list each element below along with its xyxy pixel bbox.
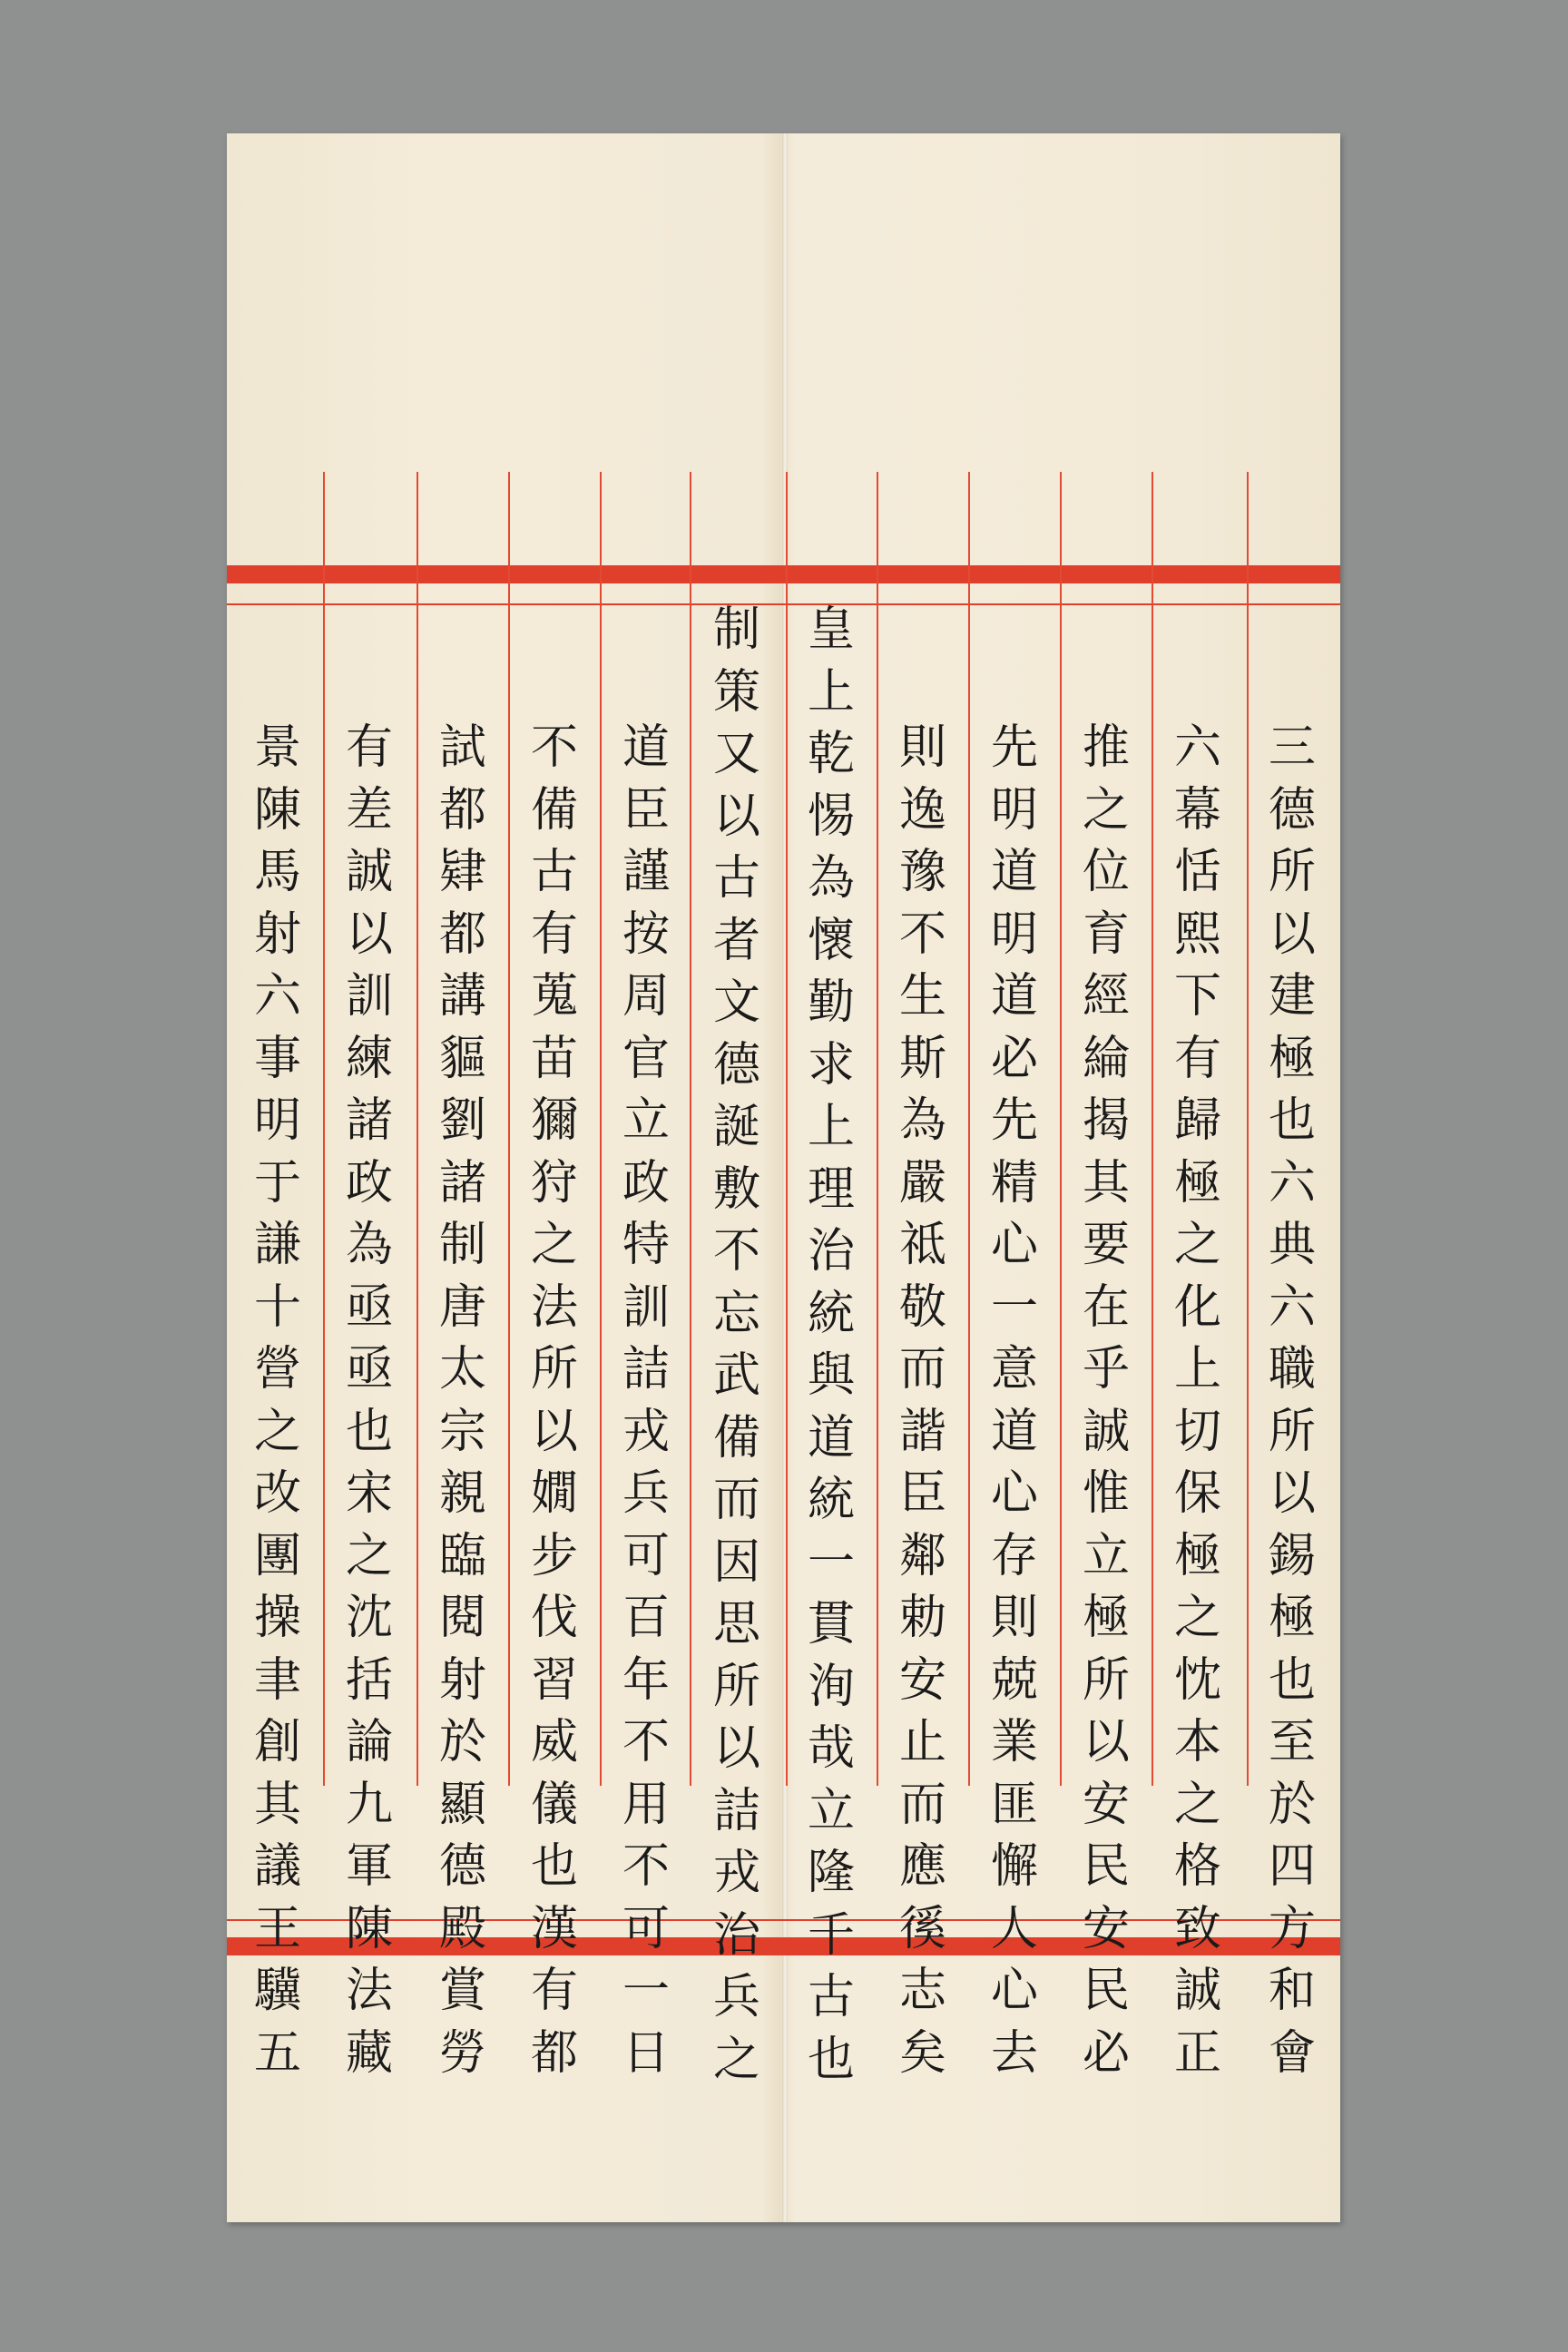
character-glyph: 止 [898,1715,946,1769]
character-glyph: 之 [712,2032,760,2087]
character-glyph: 備 [530,782,578,838]
character-glyph: 兵 [622,1466,670,1521]
character-glyph: 詰 [622,1342,670,1396]
character-glyph: 不 [530,720,578,775]
character-glyph: 又 [712,727,760,781]
character-glyph: 忱 [1173,1652,1221,1708]
character-glyph: 德 [1268,782,1316,838]
character-glyph: 而 [898,1342,946,1396]
character-glyph: 之 [1173,1777,1221,1832]
character-glyph: 十 [253,1279,301,1335]
column-text [691,599,782,2091]
character-glyph: 以 [1082,1715,1130,1769]
character-glyph: 也 [530,1839,578,1894]
character-glyph: 千 [807,1907,855,1963]
character-glyph: 議 [253,1839,301,1894]
character-glyph: 以 [1268,1466,1316,1521]
character-glyph: 戎 [622,1404,670,1459]
character-glyph: 位 [1082,845,1130,899]
text-column-8 [601,717,691,2084]
character-glyph: 六 [1268,1279,1316,1335]
character-glyph: 則 [990,1591,1038,1645]
character-glyph: 格 [1173,1839,1221,1894]
character-glyph: 上 [807,664,855,720]
character-glyph: 德 [438,1839,486,1894]
character-glyph: 極 [1268,1031,1316,1086]
character-glyph: 於 [438,1715,486,1769]
character-glyph: 人 [990,1901,1038,1956]
character-glyph: 與 [807,1348,855,1403]
character-glyph: 以 [530,1404,578,1459]
character-glyph: 安 [1082,1901,1130,1956]
character-glyph: 藏 [345,2025,393,2081]
character-glyph: 存 [990,1528,1038,1583]
character-glyph: 心 [990,1218,1038,1272]
character-glyph: 親 [438,1466,486,1521]
text-column-3 [1061,717,1152,2084]
character-glyph: 法 [530,1279,578,1335]
character-glyph: 隆 [807,1846,855,1900]
text-column-2 [1152,717,1243,2084]
character-glyph: 道 [622,720,670,775]
character-glyph: 詰 [712,1783,760,1838]
character-glyph: 立 [622,1093,670,1148]
character-glyph: 創 [253,1715,301,1769]
character-glyph: 都 [438,906,486,962]
character-glyph: 心 [990,1466,1038,1521]
text-column-4 [969,717,1060,2084]
character-glyph: 年 [622,1652,670,1708]
character-glyph: 王 [253,1901,301,1956]
character-glyph: 以 [345,906,393,962]
character-glyph: 營 [253,1342,301,1396]
character-glyph: 兵 [712,1970,760,2024]
character-glyph: 誠 [345,845,393,899]
character-glyph: 景 [253,720,301,775]
column-text [232,717,323,2084]
character-glyph: 講 [438,969,486,1024]
character-glyph: 思 [712,1597,760,1651]
character-glyph: 極 [1173,1528,1221,1583]
character-glyph: 威 [530,1715,578,1769]
character-glyph: 懷 [807,913,855,968]
character-glyph: 者 [712,913,760,968]
character-glyph: 周 [622,969,670,1024]
character-glyph: 業 [990,1715,1038,1769]
character-glyph: 驥 [253,1964,301,2018]
column-text [601,717,691,2084]
column-text [1152,717,1243,2084]
character-glyph: 明 [253,1093,301,1148]
character-glyph: 軍 [345,1839,393,1894]
character-glyph: 所 [712,1659,760,1714]
character-glyph: 太 [438,1342,486,1396]
character-glyph: 有 [1173,1031,1221,1086]
text-column-5 [877,717,968,2084]
character-glyph: 也 [345,1404,393,1459]
character-glyph: 伐 [530,1591,578,1645]
character-glyph: 所 [1268,845,1316,899]
character-glyph: 射 [253,906,301,962]
character-glyph: 閱 [438,1591,486,1645]
character-glyph: 以 [1268,906,1316,962]
character-glyph: 要 [1082,1218,1130,1272]
character-glyph: 明 [990,906,1038,962]
character-glyph: 本 [1173,1715,1221,1769]
character-glyph: 聿 [253,1652,301,1708]
character-glyph: 之 [1173,1591,1221,1645]
character-glyph: 操 [253,1591,301,1645]
top-red-band [227,565,1340,583]
text-column-10 [417,717,508,2084]
character-glyph: 統 [807,1286,855,1341]
character-glyph: 都 [530,2025,578,2081]
character-glyph: 用 [622,1777,670,1832]
character-glyph: 逸 [898,782,946,838]
character-glyph: 不 [622,1839,670,1894]
character-glyph: 勞 [438,2025,486,2081]
character-glyph: 懈 [990,1839,1038,1894]
character-glyph: 極 [1268,1591,1316,1645]
character-glyph: 應 [898,1839,946,1894]
character-glyph: 也 [807,2032,855,2087]
character-glyph: 按 [622,906,670,962]
character-glyph: 臣 [898,1466,946,1521]
character-glyph: 心 [990,1964,1038,2018]
character-glyph: 求 [807,1037,855,1093]
character-glyph: 練 [345,1031,393,1086]
character-glyph: 法 [345,1964,393,2018]
character-glyph: 在 [1082,1279,1130,1335]
character-glyph: 日 [622,2025,670,2081]
character-glyph: 化 [1173,1279,1221,1335]
character-glyph: 殿 [438,1901,486,1956]
character-glyph: 馬 [253,845,301,899]
character-glyph: 上 [807,1100,855,1154]
character-glyph: 經 [1082,969,1130,1024]
column-text [1247,717,1338,2084]
character-glyph: 文 [712,975,760,1030]
character-glyph: 貙 [438,1031,486,1086]
character-glyph: 亟 [345,1342,393,1396]
character-glyph: 精 [990,1155,1038,1210]
character-glyph: 陳 [253,782,301,838]
character-glyph: 也 [1268,1093,1316,1148]
character-glyph: 團 [253,1528,301,1583]
character-glyph: 方 [1268,1901,1316,1956]
character-glyph: 諸 [438,1155,486,1210]
character-glyph: 古 [807,1970,855,2024]
character-glyph: 宗 [438,1404,486,1459]
character-glyph: 也 [1268,1652,1316,1708]
character-glyph: 宋 [345,1466,393,1521]
text-column-9 [509,717,600,2084]
character-glyph: 四 [1268,1839,1316,1894]
character-glyph: 恬 [1173,845,1221,899]
character-glyph: 戎 [712,1846,760,1900]
character-glyph: 五 [253,2025,301,2081]
character-glyph: 綸 [1082,1031,1130,1086]
character-glyph: 洵 [807,1659,855,1714]
character-glyph: 立 [1082,1528,1130,1583]
character-glyph: 策 [712,664,760,720]
character-glyph: 惕 [807,789,855,844]
character-glyph: 一 [990,1279,1038,1335]
character-glyph: 誠 [1173,1964,1221,2018]
character-glyph: 沈 [345,1591,393,1645]
character-glyph: 于 [253,1155,301,1210]
text-column-11 [324,717,415,2084]
character-glyph: 錫 [1268,1528,1316,1583]
character-glyph: 百 [622,1591,670,1645]
column-text [1061,717,1152,2084]
column-text [324,717,415,2084]
character-glyph: 歸 [1173,1093,1221,1148]
character-glyph: 以 [712,1721,760,1776]
character-glyph: 官 [622,1031,670,1086]
character-glyph: 不 [622,1715,670,1769]
column-text [969,717,1060,2084]
character-glyph: 試 [438,720,486,775]
character-glyph: 誠 [1082,1404,1130,1459]
character-glyph: 所 [1268,1404,1316,1459]
character-glyph: 必 [990,1031,1038,1086]
character-glyph: 為 [345,1218,393,1272]
character-glyph: 事 [253,1031,301,1086]
character-glyph: 九 [345,1777,393,1832]
character-glyph: 可 [622,1528,670,1583]
character-glyph: 兢 [990,1652,1038,1708]
character-glyph: 至 [1268,1715,1316,1769]
character-glyph: 古 [530,845,578,899]
character-glyph: 哉 [807,1721,855,1776]
character-glyph: 民 [1082,1839,1130,1894]
character-glyph: 匪 [990,1777,1038,1832]
character-glyph: 肄 [438,845,486,899]
character-glyph: 特 [622,1218,670,1272]
character-glyph: 致 [1173,1901,1221,1956]
character-glyph: 論 [345,1715,393,1769]
character-glyph: 治 [807,1224,855,1279]
character-glyph: 以 [712,789,760,844]
character-glyph: 道 [807,1410,855,1465]
character-glyph: 唐 [438,1279,486,1335]
character-glyph: 狩 [530,1155,578,1210]
character-glyph: 保 [1173,1466,1221,1521]
character-glyph: 和 [1268,1964,1316,2018]
text-column-1 [1247,717,1338,2084]
character-glyph: 正 [1173,2025,1221,2081]
character-glyph: 豫 [898,845,946,899]
character-glyph: 漢 [530,1901,578,1956]
character-glyph: 幕 [1173,782,1221,838]
character-glyph: 立 [807,1783,855,1838]
character-glyph: 意 [990,1342,1038,1396]
character-glyph: 臣 [622,782,670,838]
character-glyph: 去 [990,2025,1038,2081]
column-text [509,717,600,2084]
character-glyph: 苗 [530,1031,578,1086]
character-glyph: 因 [712,1534,760,1590]
character-glyph: 道 [990,1404,1038,1459]
character-glyph: 可 [622,1901,670,1956]
character-glyph: 獮 [530,1093,578,1148]
character-glyph: 六 [1268,1155,1316,1210]
character-glyph: 備 [712,1410,760,1465]
character-glyph: 有 [345,720,393,775]
character-glyph: 先 [990,720,1038,775]
character-glyph: 陳 [345,1901,393,1956]
character-glyph: 矣 [898,2025,946,2081]
character-glyph: 六 [253,969,301,1024]
character-glyph: 括 [345,1652,393,1708]
character-glyph: 之 [253,1404,301,1459]
character-glyph: 步 [530,1528,578,1583]
character-glyph: 則 [898,720,946,775]
character-glyph: 道 [990,969,1038,1024]
character-glyph: 之 [1173,1218,1221,1272]
character-glyph: 生 [898,969,946,1024]
character-glyph: 改 [253,1466,301,1521]
character-glyph: 都 [438,782,486,838]
character-glyph: 明 [990,782,1038,838]
character-glyph: 安 [898,1652,946,1708]
character-glyph: 訓 [622,1279,670,1335]
character-glyph: 志 [898,1964,946,2018]
character-glyph: 訓 [345,969,393,1024]
character-glyph: 六 [1173,720,1221,775]
character-glyph: 揭 [1082,1093,1130,1148]
character-glyph: 下 [1173,969,1221,1024]
character-glyph: 武 [712,1348,760,1403]
character-glyph: 古 [712,851,760,906]
character-glyph: 會 [1268,2025,1316,2081]
character-glyph: 嫺 [530,1466,578,1521]
character-glyph: 建 [1268,969,1316,1024]
character-glyph: 民 [1082,1964,1130,2018]
character-glyph: 制 [438,1218,486,1272]
character-glyph: 差 [345,782,393,838]
character-glyph: 賞 [438,1964,486,2018]
character-glyph: 儀 [530,1777,578,1832]
character-glyph: 有 [530,1964,578,2018]
character-glyph: 極 [1173,1155,1221,1210]
column-text [877,717,968,2084]
character-glyph: 其 [1082,1155,1130,1210]
character-glyph: 顯 [438,1777,486,1832]
character-glyph: 習 [530,1652,578,1708]
character-glyph: 貫 [807,1597,855,1651]
character-glyph: 極 [1082,1591,1130,1645]
character-glyph: 有 [530,906,578,962]
character-glyph: 徯 [898,1901,946,1956]
top-red-rule [227,603,1340,605]
text-column-12 [232,717,323,2084]
character-glyph: 祗 [898,1218,946,1272]
character-glyph: 政 [345,1155,393,1210]
character-glyph: 勤 [807,975,855,1030]
character-glyph: 誕 [712,1100,760,1154]
text-column-6 [786,599,877,2091]
character-glyph: 制 [712,603,760,657]
character-glyph: 為 [807,851,855,906]
character-glyph: 先 [990,1093,1038,1148]
character-glyph: 敬 [898,1279,946,1335]
character-glyph: 臨 [438,1528,486,1583]
character-glyph: 乎 [1082,1342,1130,1396]
character-glyph: 之 [345,1528,393,1583]
character-glyph: 不 [898,906,946,962]
character-glyph: 之 [1082,782,1130,838]
character-glyph: 為 [898,1093,946,1148]
character-glyph: 一 [807,1534,855,1590]
character-glyph: 必 [1082,2025,1130,2081]
character-glyph: 政 [622,1155,670,1210]
character-glyph: 勅 [898,1591,946,1645]
text-column-7 [691,599,782,2091]
character-glyph: 蒐 [530,969,578,1024]
character-glyph: 上 [1173,1342,1221,1396]
character-glyph: 惟 [1082,1466,1130,1521]
character-glyph: 諸 [345,1093,393,1148]
character-glyph: 乾 [807,727,855,781]
character-glyph: 而 [712,1473,760,1527]
character-glyph: 劉 [438,1093,486,1148]
character-glyph: 安 [1082,1777,1130,1832]
character-glyph: 典 [1268,1218,1316,1272]
character-glyph: 其 [253,1777,301,1832]
character-glyph: 道 [990,845,1038,899]
column-text [786,599,877,2091]
character-glyph: 所 [1082,1652,1130,1708]
character-glyph: 敷 [712,1161,760,1217]
character-glyph: 職 [1268,1342,1316,1396]
character-glyph: 德 [712,1037,760,1093]
character-glyph: 斯 [898,1031,946,1086]
character-glyph: 皇 [807,603,855,657]
character-glyph: 於 [1268,1777,1316,1832]
character-glyph: 推 [1082,720,1130,775]
character-glyph: 統 [807,1473,855,1527]
character-glyph: 諧 [898,1404,946,1459]
character-glyph: 之 [530,1218,578,1272]
character-glyph: 理 [807,1161,855,1217]
character-glyph: 三 [1268,720,1316,775]
character-glyph: 熙 [1173,906,1221,962]
character-glyph: 謹 [622,845,670,899]
character-glyph: 射 [438,1652,486,1708]
character-glyph: 所 [530,1342,578,1396]
character-glyph: 嚴 [898,1155,946,1210]
character-glyph: 育 [1082,906,1130,962]
character-glyph: 不 [712,1224,760,1279]
character-glyph: 治 [712,1907,760,1963]
character-glyph: 一 [622,1964,670,2018]
character-glyph: 切 [1173,1404,1221,1459]
character-glyph: 亟 [345,1279,393,1335]
column-text [417,717,508,2084]
character-glyph: 鄰 [898,1528,946,1583]
character-glyph: 忘 [712,1286,760,1341]
character-glyph: 而 [898,1777,946,1832]
character-glyph: 謙 [253,1218,301,1272]
